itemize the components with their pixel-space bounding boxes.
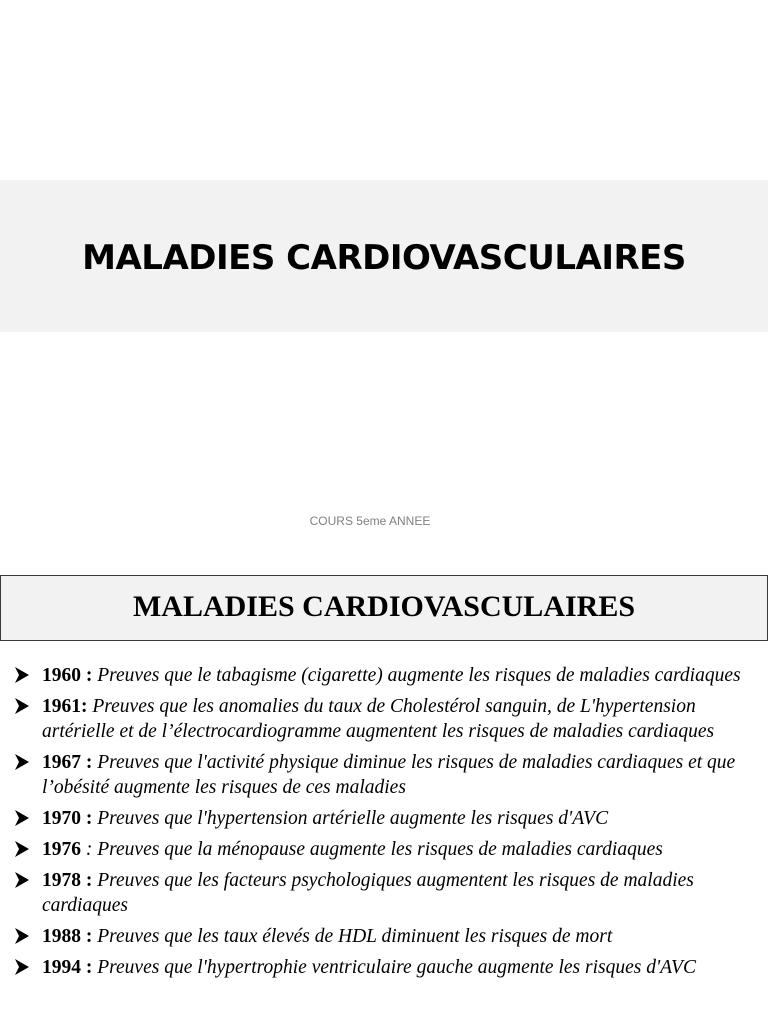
list-item-text: Preuves que les taux élevés de HDL diminuent les risques de mort bbox=[97, 926, 613, 947]
list-item-text: Preuves que l'activité physique diminue les risques de maladies cardiaques et que l’obésité augmente les risques de ces maladies bbox=[42, 752, 736, 798]
list-item-year: 1960 : bbox=[42, 665, 93, 686]
list-item bbox=[0, 868, 768, 918]
list-item bbox=[0, 694, 768, 744]
title-slide-subtitle: COURS 5eme ANNEE bbox=[309, 514, 431, 528]
list-item-year: 1976 bbox=[42, 839, 81, 860]
history-timeline-list bbox=[0, 663, 768, 986]
list-item-year: 1961: bbox=[42, 696, 88, 717]
arrowhead-bullet-icon bbox=[15, 810, 29, 826]
arrowhead-bullet-icon bbox=[15, 928, 29, 944]
list-item-year: 1970 : bbox=[42, 808, 93, 829]
list-item bbox=[0, 955, 768, 980]
list-item bbox=[0, 806, 768, 831]
list-item-text: : Preuves que la ménopause augmente les risques de maladies cardiaques bbox=[85, 839, 663, 860]
list-item bbox=[0, 663, 768, 688]
arrowhead-bullet-icon bbox=[15, 872, 29, 888]
arrowhead-bullet-icon bbox=[15, 841, 29, 857]
title-slide-heading: MALADIES CARDIOVASCULAIRES bbox=[82, 238, 686, 278]
list-item bbox=[0, 924, 768, 949]
list-item-text: Preuves que les facteurs psychologiques augmentent les risques de maladies cardiaques bbox=[42, 870, 694, 916]
arrowhead-bullet-icon bbox=[15, 667, 29, 683]
list-item-year: 1988 : bbox=[42, 926, 93, 947]
list-item-year: 1994 : bbox=[42, 957, 93, 978]
list-item-text: Preuves que les anomalies du taux de Cholestérol sanguin, de L'hypertension artérielle et de l’électrocardiogramme augmentent les risques de maladies cardiaques bbox=[42, 696, 715, 742]
list-item-year: 1967 : bbox=[42, 752, 93, 773]
list-item-text: Preuves que le tabagisme (cigarette) augmente les risques de maladies cardiaques bbox=[97, 665, 741, 686]
arrowhead-bullet-icon bbox=[15, 754, 29, 770]
list-item-text: Preuves que l'hypertension artérielle augmente les risques d'AVC bbox=[97, 808, 609, 829]
arrowhead-bullet-icon bbox=[15, 959, 29, 975]
list-item-year: 1978 : bbox=[42, 870, 93, 891]
arrowhead-bullet-icon bbox=[15, 698, 29, 714]
list-item-text: Preuves que l'hypertrophie ventriculaire gauche augmente les risques d'AVC bbox=[97, 957, 696, 978]
content-slide-heading: MALADIES CARDIOVASCULAIRES bbox=[132, 590, 636, 623]
list-item bbox=[0, 750, 768, 800]
list-item bbox=[0, 837, 768, 862]
